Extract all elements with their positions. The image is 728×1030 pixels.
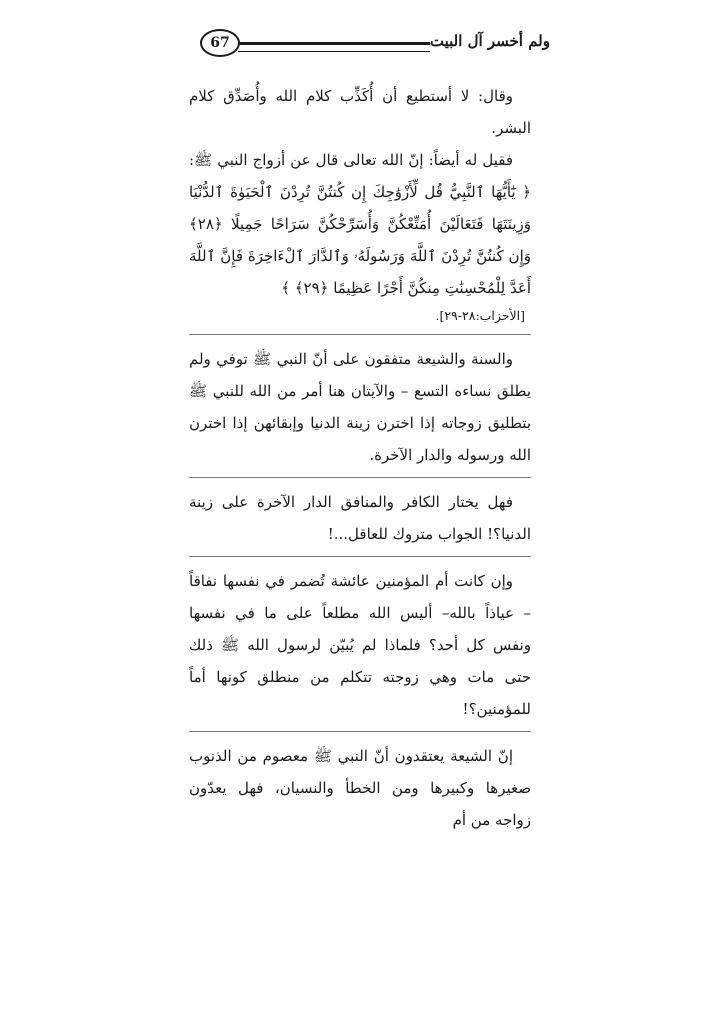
paragraph-2-quran-quote: فقيل له أيضاً: إنّ الله تعالى قال عن أزواج النبي ﷺ: ﴿ يَٰٓأَيُّهَا ٱلنَّبِيُّ قُل لِّأَزْوَٰجِكَ إِن كُنتُنَّ تُرِدْنَ ٱلْحَيَوٰةَ ٱلدُّنْيَا وَزِينَتَهَا فَتَعَالَيْنَ أُمَتِّعْكُنَّ وَأُسَرِّحْكُنَّ سَرَاحًا جَمِيلًا ﴿٢٨﴾ وَإِن كُنتُنَّ تُرِدْنَ ٱللَّهَ وَرَسُولَهُۥ وَٱلدَّارَ ٱلْءَاخِرَةَ فَإِنَّ ٱللَّهَ أَعَدَّ لِلْمُحْسِنَٰتِ مِنكُنَّ أَجْرًا عَظِيمًا ﴿٢٩﴾ ﴾: [189, 151, 531, 297]
section-divider: [189, 334, 531, 335]
section-divider: [189, 477, 531, 478]
paragraph-3: والسنة والشيعة متفقون على أنّ النبي ﷺ توفي ولم يطلق نساءه التسع – والآيتان هنا أمر من الله للنبي ﷺ بتطليق زوجاته إذا اخترن زينة الدنيا وإبقائهن إذا اخترن الله ورسوله والدار الآخرة.: [189, 350, 531, 464]
paragraph-4: فهل يختار الكافر والمنافق الدار الآخرة على زينة الدنيا؟! الجواب متروك للعاقل...!: [189, 493, 531, 543]
section-divider: [189, 556, 531, 557]
header-rule: [238, 42, 430, 52]
page-number: 67: [200, 29, 240, 57]
section-divider: [189, 731, 531, 732]
paragraph-1: وقال: لا أستطيع أن أُكَذِّب كلام الله وأُصَدِّق كلام البشر.: [189, 87, 531, 137]
page-body: [189, 80, 531, 836]
paragraph-6: إنّ الشيعة يعتقدون أنّ النبي ﷺ معصوم من الذنوب صغيرها وكبيرها ومن الخطأ والنسيان، فهل يعدّون زواجه من أم: [189, 747, 531, 829]
running-title: ولم أخسر آل البيت: [429, 32, 550, 50]
page-header: [190, 28, 550, 58]
paragraph-5: وإن كانت أم المؤمنين عائشة تُضمر في نفسها نفاقاً – عياذاً بالله– أليس الله مطلعاً على ما في نفسها ونفس كل أحد؟ فلماذا لم يُبيّن لرسول الله ﷺ ذلك حتى مات وهي زوجته تتكلم من منطلق كونها أماً للمؤمنين؟!: [189, 572, 531, 718]
quran-reference: [الأحزاب:٢٨-٢٩].: [435, 308, 525, 323]
